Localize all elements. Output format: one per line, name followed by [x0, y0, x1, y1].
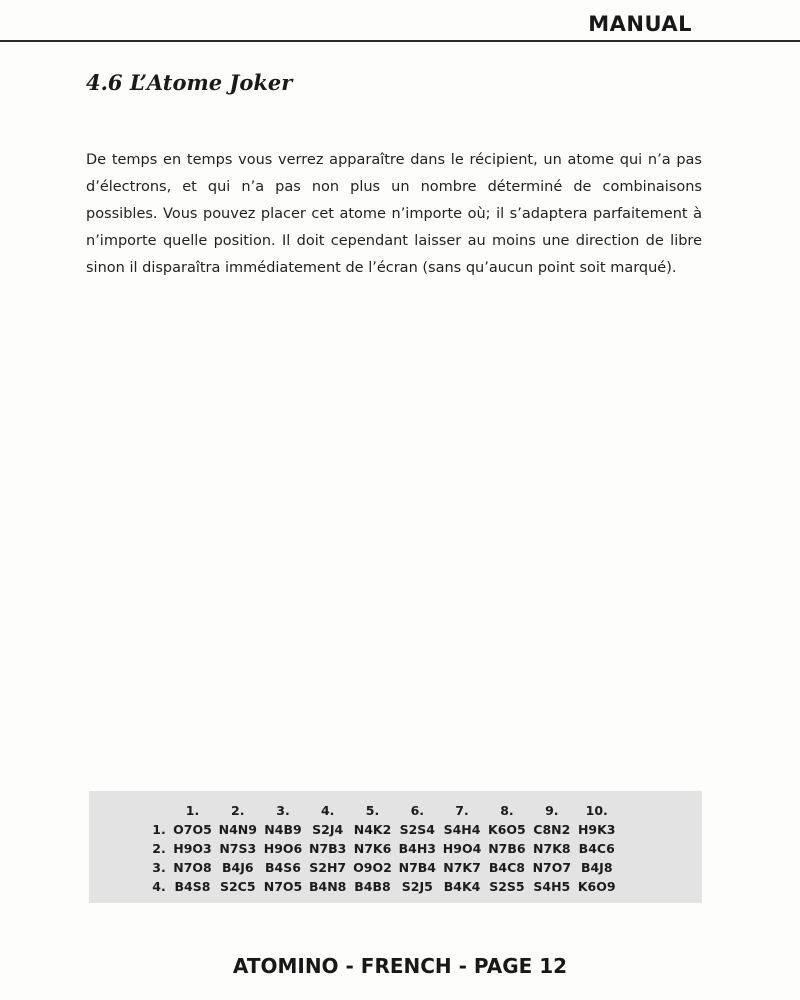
- column-header: 4.: [320, 803, 335, 818]
- code-cell: N4N9: [218, 822, 257, 837]
- code-cell: N7K8: [533, 841, 571, 856]
- table-row: [149, 820, 619, 839]
- code-table-corner: [149, 801, 170, 820]
- code-cell: K6O9: [577, 879, 616, 894]
- column-header: 9.: [545, 803, 559, 818]
- code-cell: N4K2: [353, 822, 392, 837]
- code-cell: N7B6: [488, 841, 526, 856]
- column-header: 2.: [231, 803, 245, 818]
- code-table: [149, 801, 619, 896]
- code-cell: S2S4: [399, 822, 436, 837]
- code-cell: B4J6: [221, 860, 254, 875]
- column-header: 3.: [276, 803, 290, 818]
- code-cell: H9O3: [173, 841, 212, 856]
- code-table-header-row: [149, 801, 619, 820]
- code-cell: S2H7: [309, 860, 347, 875]
- code-cell: S2J4: [312, 822, 344, 837]
- code-cell: O9O2: [353, 860, 392, 875]
- code-cell: B4C6: [578, 841, 615, 856]
- code-cell: H9O4: [442, 841, 482, 856]
- column-header: 8.: [500, 803, 514, 818]
- row-label: 2.: [152, 841, 166, 856]
- code-cell: B4N8: [309, 879, 347, 894]
- code-cell: S2J5: [401, 879, 433, 894]
- code-cell: C8N2: [533, 822, 571, 837]
- column-header: 5.: [365, 803, 380, 818]
- code-cell: N7O8: [173, 860, 212, 875]
- code-cell: S2S5: [489, 879, 525, 894]
- row-label: 1.: [152, 822, 166, 837]
- header-label: MANUAL: [588, 12, 692, 36]
- code-cell: B4H3: [398, 841, 436, 856]
- code-cell: N7K6: [353, 841, 392, 856]
- footer-label: ATOMINO - FRENCH - PAGE 12: [232, 954, 568, 978]
- table-row: [149, 839, 619, 858]
- code-cell: N7O7: [532, 860, 572, 875]
- section-body: De temps en temps vous verrez apparaître dans le récipient, un atome qui n’a pas d’électrons, et qui n’a pas non plus un nombre déterminé de combinaisons possibles. Vous pouvez placer cet atome n’importe où; il s’adaptera parfaitement à n’importe quelle position. Il doit cependant laisser au moins une direction de libre sinon il disparaîtra immédiatement de l’écran (sans qu’aucun point soit marqué).: [86, 152, 702, 276]
- code-cell: S2C5: [219, 879, 256, 894]
- code-cell: B4B8: [354, 879, 391, 894]
- code-cell: O7O5: [173, 822, 212, 837]
- code-cell: H9K3: [577, 822, 616, 837]
- code-cell: S4H5: [533, 879, 571, 894]
- code-cell: K6O5: [488, 822, 526, 837]
- row-label: 3.: [152, 860, 166, 875]
- code-cell: B4S8: [174, 879, 211, 894]
- column-header: 1.: [185, 803, 200, 818]
- code-cell: N7S3: [219, 841, 257, 856]
- table-row: [149, 858, 619, 877]
- code-cell: S4H4: [443, 822, 481, 837]
- code-cell: N7O5: [263, 879, 303, 894]
- header-rule: [0, 40, 800, 42]
- code-cell: B4K4: [443, 879, 481, 894]
- code-cell: H9O6: [263, 841, 303, 856]
- section-title: 4.6 L’Atome Joker: [86, 70, 293, 95]
- table-row: [149, 877, 619, 896]
- code-cell: N7K7: [443, 860, 481, 875]
- code-cell: N7B3: [309, 841, 347, 856]
- code-cell: N7B4: [398, 860, 436, 875]
- code-cell: B4J8: [580, 860, 613, 875]
- code-cell: N4B9: [264, 822, 302, 837]
- code-table-box: [89, 791, 702, 903]
- column-header: 7.: [455, 803, 469, 818]
- row-label: 4.: [152, 879, 166, 894]
- column-header: 10.: [585, 803, 608, 818]
- code-cell: B4C8: [488, 860, 525, 875]
- code-cell: B4S6: [265, 860, 301, 875]
- column-header: 6.: [410, 803, 425, 818]
